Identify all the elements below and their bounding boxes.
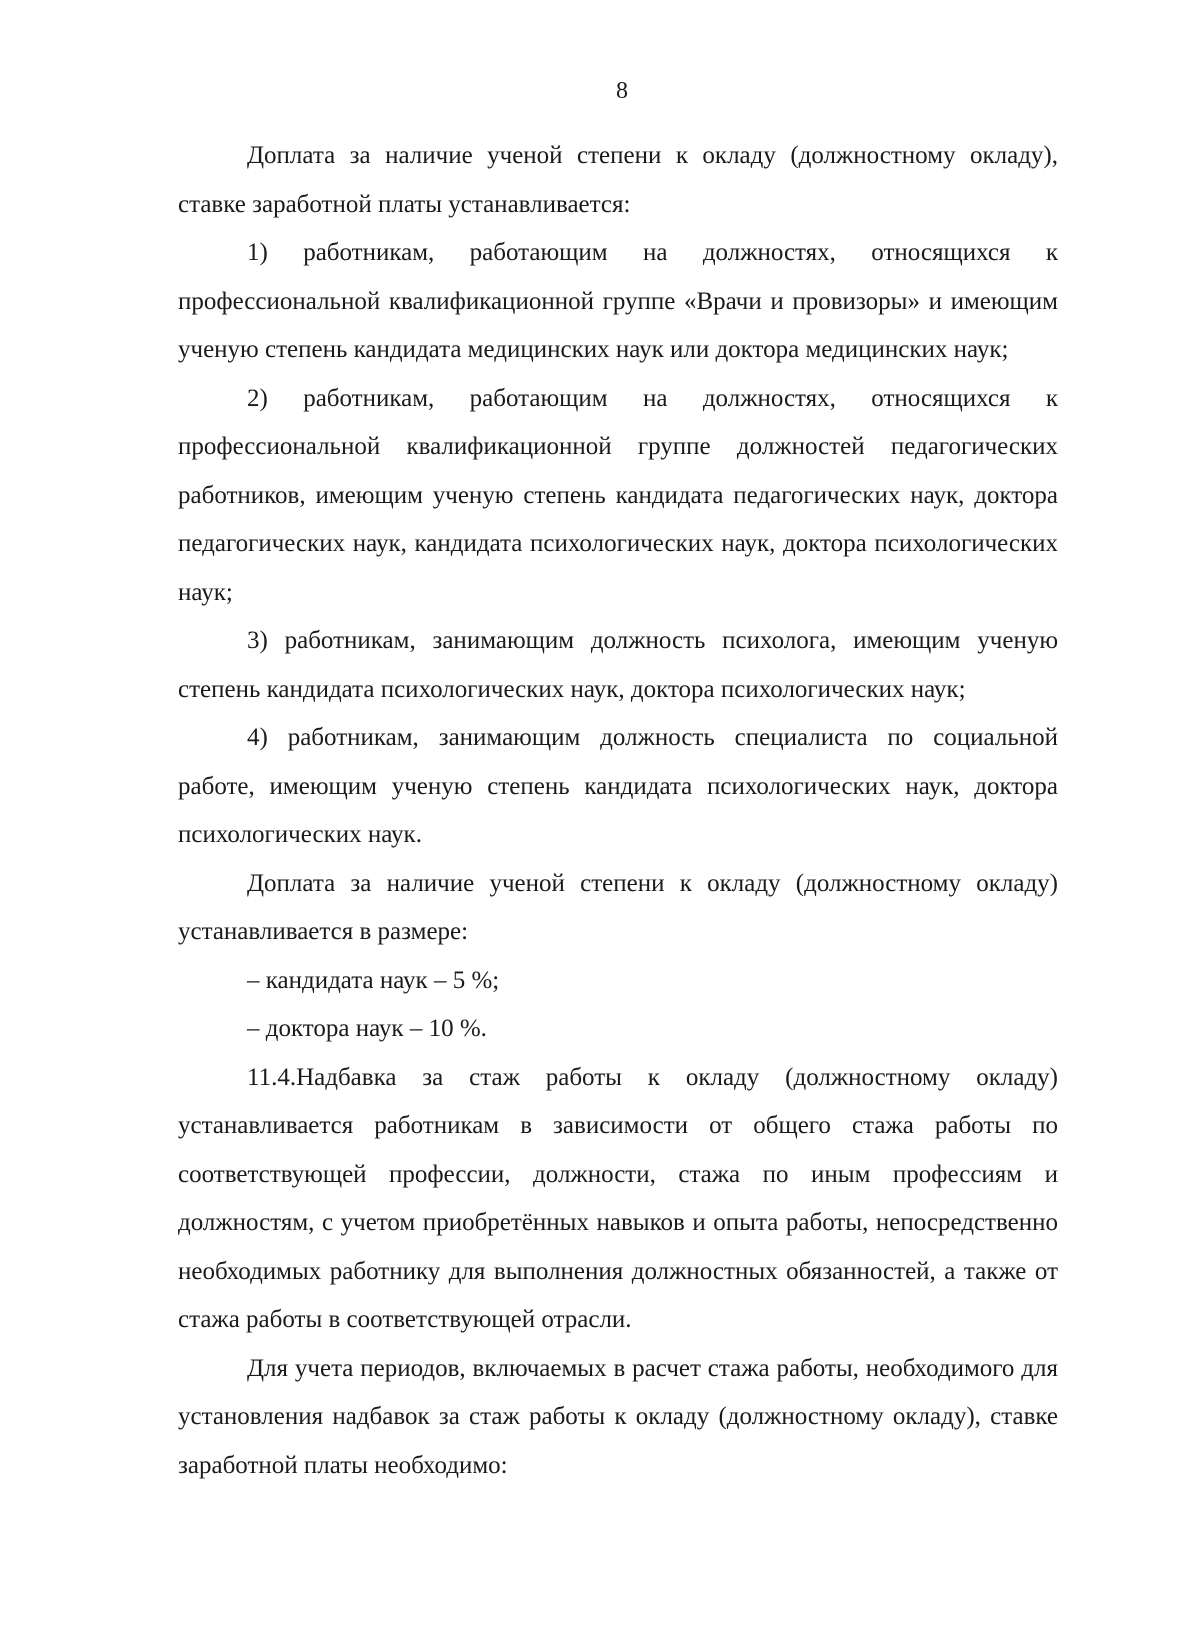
paragraph-intro: Доплата за наличие ученой степени к окладу (должностному окладу), ставке заработной платы устанавливается: — [178, 142, 1058, 218]
dash-item-candidate: – кандидата наук – 5 %; — [247, 966, 500, 994]
list-item-2: 2) работникам, работающим на должностях, относящихся к профессиональной квалификационной группе должностей педагогических работников, имеющим ученую степень кандидата педагогических наук, доктора педагогических наук, кандидата психологических наук, доктора психологических наук; — [178, 384, 1058, 606]
document-body — [178, 132, 1058, 1490]
page-number: 8 — [616, 78, 628, 104]
list-item-1: 1) работникам, работающим на должностях, относящихся к профессиональной квалификационной группе «Врачи и провизоры» и имеющим ученую степень кандидата медицинских наук или доктора медицинских наук; — [178, 239, 1058, 363]
list-item-3: 3) работникам, занимающим должность психолога, имеющим ученую степень кандидата психологических наук, доктора психологических наук; — [178, 627, 1058, 703]
paragraph-stage-accounting: Для учета периодов, включаемых в расчет стажа работы, необходимого для установления надбавок за стаж работы к окладу (должностному окладу), ставке заработной платы необходимо: — [178, 1354, 1058, 1479]
paragraph-size: Доплата за наличие ученой степени к окладу (должностному окладу) устанавливается в размере: — [178, 869, 1058, 945]
list-item-4: 4) работникам, занимающим должность специалиста по социальной работе, имеющим ученую степень кандидата психологических наук, доктора психологических наук. — [178, 724, 1058, 848]
paragraph-11-4: 11.4.Надбавка за стаж работы к окладу (должностному окладу) устанавливается работникам в зависимости от общего стажа работы по соответствующей профессии, должности, стажа по иным профессиям и должностям, с учетом приобретённых навыков и опыта работы, непосредственно необходимых работнику для выполнения должностных обязанностей, а также от стажа работы в соответствующей отрасли. — [178, 1063, 1058, 1333]
dash-item-doctor: – доктора наук – 10 %. — [247, 1015, 487, 1042]
